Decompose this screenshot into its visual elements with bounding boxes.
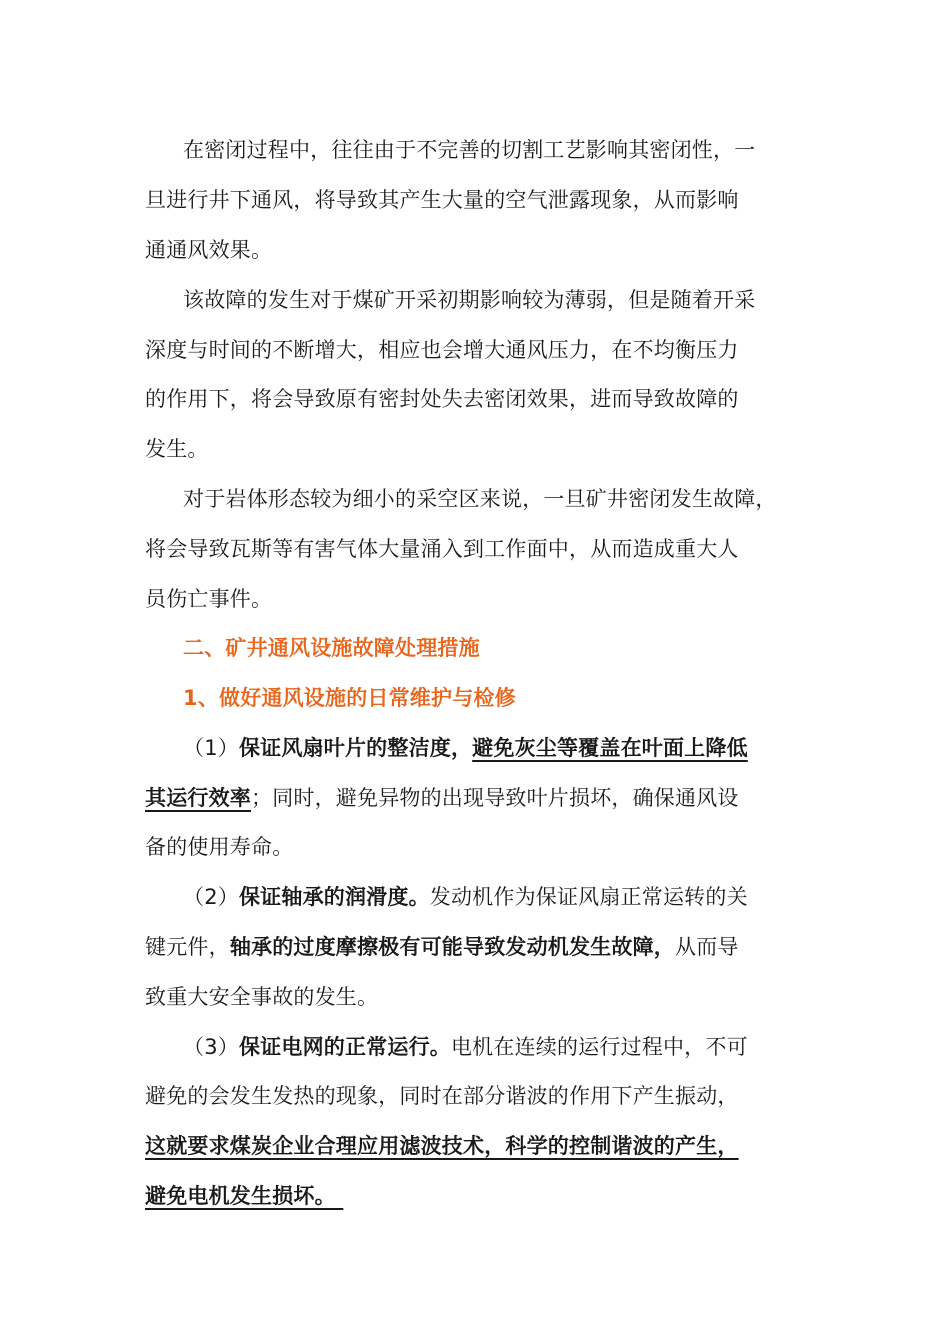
item3-rest1: 电机在连续的运行过程中，不可: [450, 1035, 748, 1059]
item1-line3: 备的使用寿命。: [145, 835, 294, 859]
item1-bold-text: 保证风扇叶片的整洁度，: [238, 736, 473, 760]
item3-line1: [183, 1032, 748, 1062]
item1-bold-underlined-text: 避免灰尘等覆盖在叶面上降低: [472, 736, 748, 760]
item1-line1: [183, 733, 748, 763]
item1-bold-underlined-cont: 其运行效率: [145, 786, 251, 810]
item3-number: （3）: [183, 1035, 239, 1059]
para1-line1: 在密闭过程中，往往由于不完善的切割工艺影响其密闭性，一: [183, 138, 756, 162]
item3-bold-underlined-1: 这就要求煤炭企业合理应用滤波技术，科学的控制谐波的产生，: [145, 1134, 739, 1158]
para2-line1: 该故障的发生对于煤矿开采初期影响较为薄弱，但是随着开采: [183, 288, 756, 312]
item3-bold-underlined-2: 避免电机发生损坏。: [145, 1184, 344, 1208]
para1-line3: 通通风效果。: [145, 238, 273, 262]
item2-rest2: 从而导: [675, 935, 739, 959]
item1-rest: ；同时，避免异物的出现导致叶片损坏，确保通风设: [251, 786, 739, 810]
item1-number: （1）: [183, 736, 239, 760]
item2-rest1: 发动机作为保证风扇正常运转的关: [429, 885, 748, 909]
item1-line2: [145, 783, 739, 813]
para1-line2: 旦进行井下通风，将导致其产生大量的空气泄露现象，从而影响: [145, 188, 739, 212]
item2-bold-text: 保证轴承的润滑度。: [238, 885, 430, 909]
item2-line1: [183, 882, 748, 912]
item2-pre2: 键元件，: [145, 935, 230, 959]
item3-line4: [145, 1181, 343, 1211]
item2-bold2: 轴承的过度摩擦极有可能导致发动机发生故障，: [229, 935, 676, 959]
item3-line3: [145, 1131, 739, 1161]
section-heading: 二、矿井通风设施故障处理措施: [183, 636, 480, 660]
para2-line3: 的作用下，将会导致原有密封处失去密闭效果，进而导致故障的: [145, 387, 739, 411]
item2-number: （2）: [183, 885, 239, 909]
para3-line2: 将会导致瓦斯等有害气体大量涌入到工作面中，从而造成重大人: [145, 537, 739, 561]
para2-line4: 发生。: [145, 437, 209, 461]
para3-line3: 员伤亡事件。: [145, 587, 273, 611]
item3-line2: 避免的会发生发热的现象，同时在部分谐波的作用下产生振动，: [145, 1084, 739, 1108]
para3-line1: 对于岩体形态较为细小的采空区来说，一旦矿井密闭发生故障，: [183, 487, 777, 511]
subsection-heading: 1、做好通风设施的日常维护与检修: [183, 686, 516, 710]
para2-line2: 深度与时间的不断增大，相应也会增大通风压力，在不均衡压力: [145, 338, 739, 362]
item3-bold-text: 保证电网的正常运行。: [238, 1035, 451, 1059]
item2-line3: 致重大安全事故的发生。: [145, 985, 379, 1009]
item2-line2: [145, 932, 739, 962]
